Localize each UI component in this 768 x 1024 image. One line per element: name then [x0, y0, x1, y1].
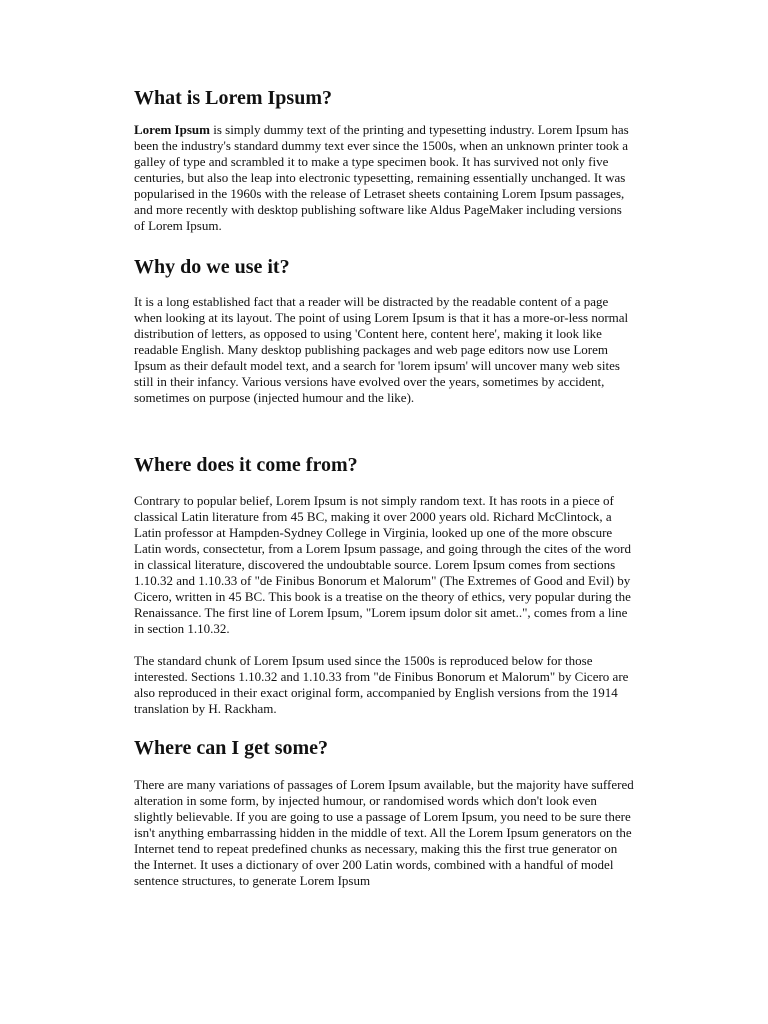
heading-where-can-i-get-some: Where can I get some? — [134, 737, 329, 759]
paragraph-lead-bold: Lorem Ipsum — [134, 122, 210, 137]
paragraph-why-do-we-use-it: It is a long established fact that a reader will be distracted by the readable content of a page when looking at its layout. The point of using Lorem Ipsum is that it has a more-or-less normal distribution of letters, as opposed to using 'Content here, content here', making it look like readable English. Many desktop publishing packages and web page editors now use Lorem Ipsum as their default model text, and a search for 'lorem ipsum' will uncover many web sites still in their infancy. Various versions have evolved over the years, sometimes by accident, sometimes on purpose (injected humour and the like). — [134, 294, 629, 405]
paragraph-what-is-lorem-ipsum — [134, 122, 634, 234]
heading-why-do-we-use-it: Why do we use it? — [134, 256, 290, 278]
paragraph-where-does-it-come-from-1: Contrary to popular belief, Lorem Ipsum is not simply random text. It has roots in a piece of classical Latin literature from 45 BC, making it over 2000 years old. Richard McClintock, a Latin professor at Hampden-Sydney College in Virginia, looked up one of the more obscure Latin words, consectetur, from a Lorem Ipsum passage, and going through the cites of the word in classical literature, discovered the undoubtable source. Lorem Ipsum comes from sections 1.10.32 and 1.10.33 of "de Finibus Bonorum et Malorum" (The Extremes of Good and Evil) by Cicero, written in 45 BC. This book is a treatise on the theory of ethics, very popular during the Renaissance. The first line of Lorem Ipsum, "Lorem ipsum dolor sit amet..", comes from a line in section 1.10.32. — [134, 493, 631, 636]
document-content — [134, 86, 634, 889]
heading-what-is-lorem-ipsum: What is Lorem Ipsum? — [134, 87, 332, 109]
paragraph-where-can-i-get-some: There are many variations of passages of Lorem Ipsum available, but the majority have suffered alteration in some form, by injected humour, or randomised words which don't look even slightly believable. If you are going to use a passage of Lorem Ipsum, you need to be sure there isn't anything embarrassing hidden in the middle of text. All the Lorem Ipsum generators on the Internet tend to repeat predefined chunks as necessary, making this the first true generator on the Internet. It uses a dictionary of over 200 Latin words, combined with a handful of model sentence structures, to generate Lorem Ipsum — [134, 777, 634, 888]
paragraph-where-does-it-come-from-2: The standard chunk of Lorem Ipsum used since the 1500s is reproduced below for those interested. Sections 1.10.32 and 1.10.33 from "de Finibus Bonorum et Malorum" by Cicero are also reproduced in their exact original form, accompanied by English versions from the 1914 translation by H. Rackham. — [134, 653, 629, 716]
paragraph-body: is simply dummy text of the printing and typesetting industry. Lorem Ipsum has been the industry's standard dummy text ever since the 1500s, when an unknown printer took a galley of type and scrambled it to make a type specimen book. It has survived not only five centuries, but also the leap into electronic typesetting, remaining essentially unchanged. It was popularised in the 1960s with the release of Letraset sheets containing Lorem Ipsum passages, and more recently with desktop publishing software like Aldus PageMaker including versions of Lorem Ipsum. — [134, 122, 629, 233]
heading-where-does-it-come-from: Where does it come from? — [134, 454, 358, 476]
